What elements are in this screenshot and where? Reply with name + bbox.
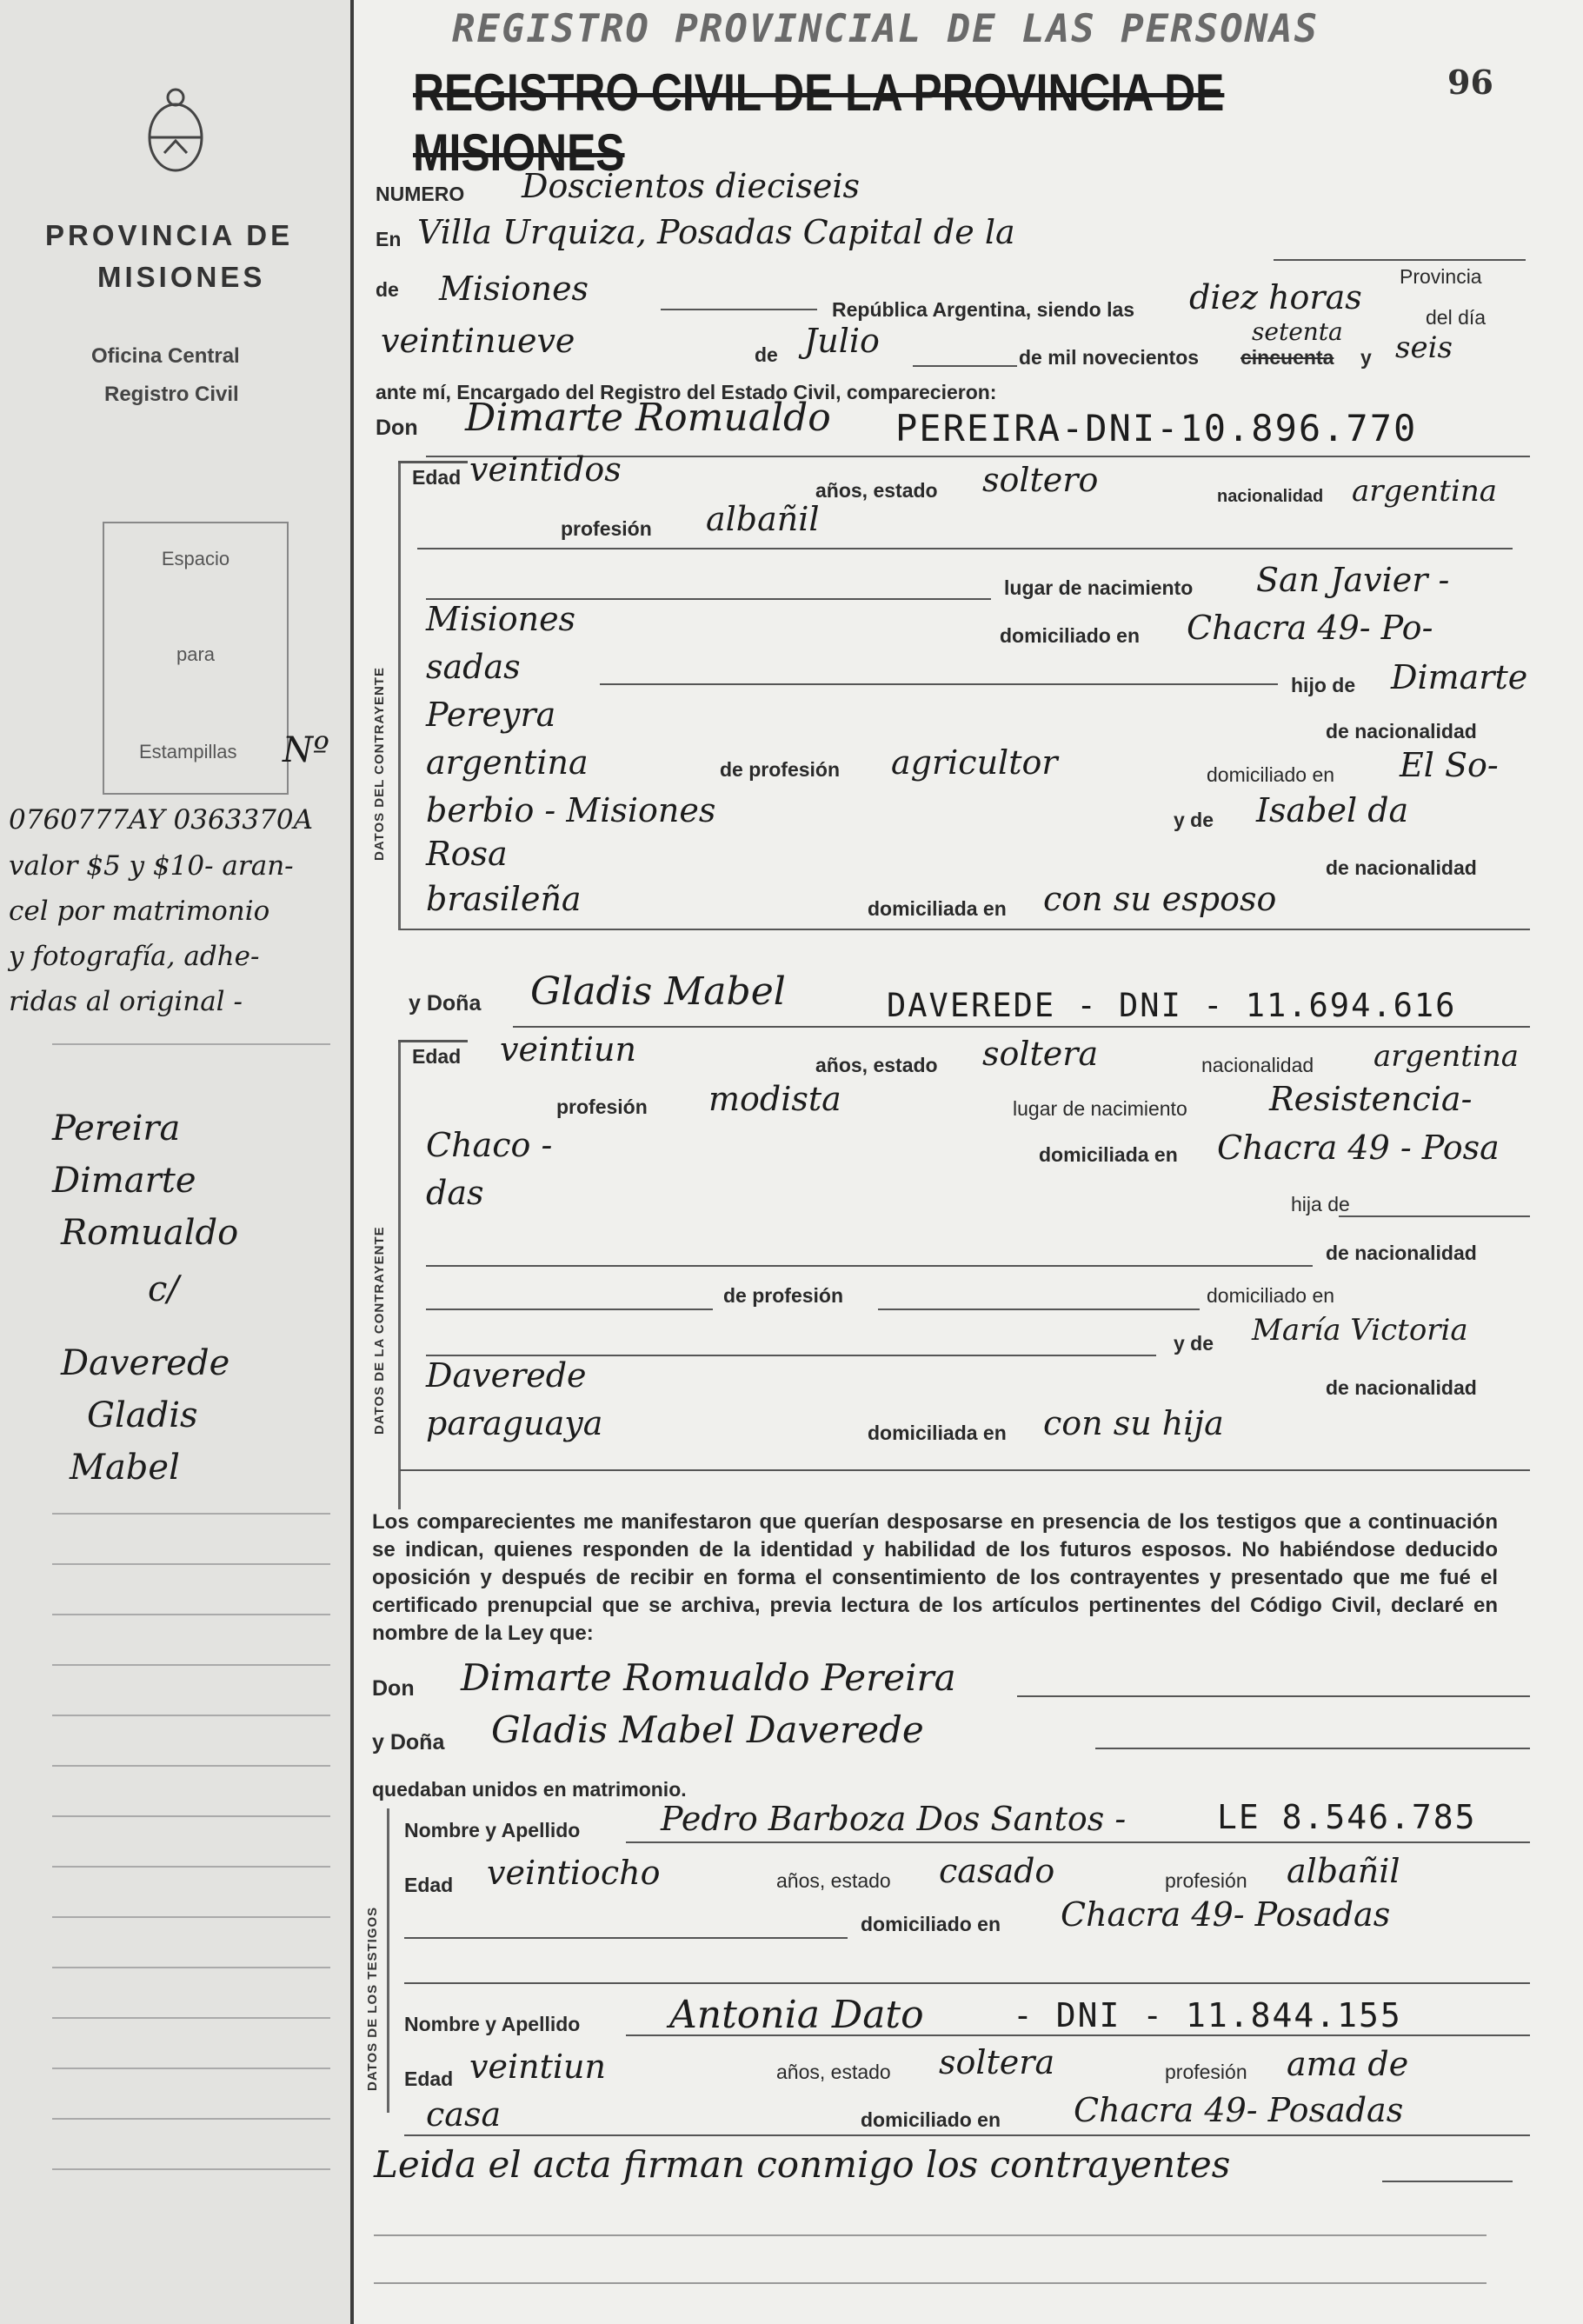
label-anos-estado-t2: años, estado bbox=[776, 2061, 891, 2083]
label-de-nacionalidad-f2: de nacionalidad bbox=[1326, 1376, 1477, 1399]
page-number: 96 bbox=[1447, 63, 1493, 102]
groom-section-label: DATOS DEL CONTRAYENTE bbox=[372, 667, 387, 861]
label-nombre-apellido: Nombre y Apellido bbox=[404, 1819, 581, 1841]
field-line bbox=[1382, 2181, 1513, 2182]
value-nacionalidad: argentina bbox=[1352, 474, 1498, 509]
label-edad-f: Edad bbox=[412, 1045, 462, 1068]
label-profesion: profesión bbox=[561, 517, 652, 540]
value-lugar-f2: Chaco - bbox=[426, 1126, 553, 1164]
label-y-dona-decl: y Doña bbox=[372, 1730, 445, 1755]
value-padre-nac: argentina bbox=[426, 743, 589, 782]
names-line: c/ bbox=[148, 1269, 179, 1309]
label-quedaban: quedaban unidos en matrimonio. bbox=[372, 1778, 687, 1801]
label-y-de: y de bbox=[1174, 809, 1214, 831]
label-anos-estado: años, estado bbox=[815, 479, 938, 502]
field-line bbox=[404, 1982, 1530, 1984]
label-anos-estado-f: años, estado bbox=[815, 1054, 938, 1076]
label-edad-t1: Edad bbox=[404, 1874, 454, 1896]
names-line: Pereira bbox=[52, 1109, 181, 1149]
bride-block-top bbox=[398, 1040, 468, 1042]
value-t2-dom: Chacra 49- Posadas bbox=[1074, 2091, 1404, 2129]
stamp-box-line2: para bbox=[176, 643, 216, 665]
value-madre2: Rosa bbox=[426, 835, 508, 873]
field-line bbox=[404, 1937, 848, 1939]
label-domiciliado-en-padre: domiciliado en bbox=[1207, 763, 1335, 786]
label-lugar-nacimiento: lugar de nacimiento bbox=[1004, 576, 1194, 599]
field-line bbox=[417, 548, 1513, 549]
stamp-box-line1: Espacio bbox=[161, 548, 230, 569]
label-de-profesion-f: de profesión bbox=[723, 1284, 844, 1307]
value-padre-prof: agricultor bbox=[891, 743, 1058, 782]
label-en: En bbox=[376, 228, 402, 250]
note-line: cel por matrimonio bbox=[9, 896, 270, 927]
label-domiciliada-en-f2: domiciliada en bbox=[868, 1422, 1007, 1444]
groom-block-top bbox=[398, 461, 468, 463]
names-line: Dimarte bbox=[52, 1161, 196, 1201]
value-decl-don: Dimarte Romualdo Pereira bbox=[461, 1656, 956, 1699]
field-line bbox=[426, 1308, 713, 1310]
value-t1-dom: Chacra 49- Posadas bbox=[1061, 1895, 1391, 1934]
label-domiciliado-en-t1: domiciliado en bbox=[861, 1913, 1001, 1935]
field-line bbox=[1339, 1215, 1530, 1217]
value-madre-dom: con su esposo bbox=[1043, 880, 1277, 918]
office-line1: Oficina Central bbox=[91, 344, 240, 368]
value-dom-f2: das bbox=[426, 1174, 484, 1212]
value-domicilio: Chacra 49- Po- bbox=[1187, 609, 1433, 647]
value-t2-edad: veintiun bbox=[469, 2048, 606, 2086]
label-don-decl: Don bbox=[372, 1676, 415, 1701]
note-line: valor $5 y $10- aran- bbox=[9, 850, 294, 882]
label-ante-mi: ante mí, Encargado del Registro del Estado Civil, comparecieron: bbox=[376, 381, 997, 403]
value-padre-dom: El So- bbox=[1400, 746, 1499, 784]
label-domiciliado-en-f: domiciliado en bbox=[1207, 1284, 1335, 1307]
label-numero: NUMERO bbox=[376, 183, 465, 205]
value-don-caps: PEREIRA-DNI-10.896.770 bbox=[895, 407, 1418, 449]
value-hijo-de: Dimarte bbox=[1391, 658, 1528, 696]
left-margin bbox=[0, 0, 354, 2324]
names-line: Daverede bbox=[61, 1343, 230, 1383]
value-domicilio2: sadas bbox=[426, 648, 521, 686]
field-line bbox=[426, 1265, 1313, 1267]
header-stamp: REGISTRO PROVINCIAL DE LAS PERSONAS bbox=[452, 7, 1320, 51]
value-madre-f: María Victoria bbox=[1252, 1313, 1468, 1348]
header-title: REGISTRO CIVIL DE LA PROVINCIA DE MISIONES bbox=[413, 63, 1225, 182]
field-line bbox=[1095, 1748, 1530, 1749]
label-domiciliado-en-t2: domiciliado en bbox=[861, 2108, 1001, 2131]
value-nac-f: argentina bbox=[1373, 1039, 1520, 1074]
note-line-number: Nº bbox=[283, 730, 329, 770]
value-profesion: albañil bbox=[706, 500, 820, 538]
bride-section-label: DATOS DE LA CONTRAYENTE bbox=[372, 1226, 387, 1435]
names-line: Romualdo bbox=[61, 1213, 239, 1253]
closing-statement: Leida el acta firman conmigo los contrayentes bbox=[374, 2143, 1231, 2186]
field-line bbox=[878, 1308, 1200, 1310]
label-nacionalidad-f: nacionalidad bbox=[1201, 1054, 1314, 1076]
coat-of-arms-icon bbox=[143, 85, 209, 176]
value-padre-dom2: berbio - Misiones bbox=[426, 791, 716, 829]
field-line bbox=[404, 2134, 1530, 2136]
value-lugar-f: Resistencia- bbox=[1269, 1080, 1473, 1118]
label-don: Don bbox=[376, 416, 418, 440]
bride-block-border bbox=[398, 1040, 401, 1509]
label-domiciliado-en: domiciliado en bbox=[1000, 624, 1141, 647]
value-anio: seis bbox=[1395, 330, 1453, 365]
label-domiciliada-en-f: domiciliada en bbox=[1039, 1143, 1178, 1166]
stamp-box-line3: Estampillas bbox=[139, 741, 237, 762]
declaration-paragraph: Los comparecientes me manifestaron que querían desposarse en presencia de los testigos que a continuación se indican, quienes responden de la identidad y habilidad de los futuros esposos. No habiéndose deducido oposición y después de recibir en forma el consentimiento de los contrayentes y presentado que me fué el certificado prenupcial que se archiva, previa lectura de los artículos pertinentes del Código Civil, declaré en nombre de la Ley que: bbox=[372, 1510, 1498, 1645]
value-t1-estado: casado bbox=[939, 1852, 1055, 1890]
label-nombre-apellido-t2: Nombre y Apellido bbox=[404, 2013, 581, 2035]
value-dona-caps: DAVEREDE - DNI - 11.694.616 bbox=[887, 987, 1457, 1024]
value-t1-doc: LE 8.546.785 bbox=[1217, 1798, 1477, 1836]
field-line bbox=[600, 683, 1278, 685]
field-line bbox=[626, 1841, 1530, 1843]
label-de: de bbox=[376, 278, 399, 301]
value-dia: veintinueve bbox=[381, 322, 575, 360]
label-domiciliada-en: domiciliada en bbox=[868, 897, 1007, 920]
field-line bbox=[1274, 259, 1526, 261]
value-prof-f: modista bbox=[708, 1080, 841, 1118]
label-cincuenta: cincuenta bbox=[1240, 346, 1334, 369]
value-madre-nac: brasileña bbox=[426, 880, 582, 918]
label-republica: República Argentina, siendo las bbox=[832, 298, 1135, 321]
witness-block-border bbox=[387, 1808, 389, 2113]
value-t2-prof: ama de bbox=[1287, 2045, 1409, 2083]
names-line: Mabel bbox=[70, 1448, 180, 1488]
label-hijo-de: hijo de bbox=[1291, 674, 1356, 696]
province-line2: MISIONES bbox=[97, 261, 266, 293]
province-line1: PROVINCIA DE bbox=[45, 219, 294, 251]
label-profesion-t2: profesión bbox=[1165, 2061, 1247, 2083]
value-t2-prof2: casa bbox=[426, 2095, 502, 2134]
label-hija-de: hija de bbox=[1291, 1193, 1350, 1215]
label-y: y bbox=[1360, 346, 1372, 369]
margin-ruled-lines bbox=[52, 1513, 330, 2170]
value-madre-f-dom: con su hija bbox=[1043, 1404, 1224, 1442]
value-en: Villa Urquiza, Posadas Capital de la bbox=[417, 213, 1015, 251]
value-dona: Gladis Mabel bbox=[530, 969, 786, 1014]
label-de-profesion: de profesión bbox=[720, 758, 841, 781]
label-edad: Edad bbox=[412, 466, 462, 489]
value-edad-f: veintiun bbox=[500, 1030, 636, 1069]
label-anos-estado-t1: años, estado bbox=[776, 1869, 891, 1892]
value-t2-estado: soltera bbox=[939, 2043, 1055, 2081]
label-de-mil: de mil novecientos bbox=[1019, 346, 1200, 369]
value-t1-nombre: Pedro Barboza Dos Santos - bbox=[661, 1800, 1127, 1838]
label-profesion-f: profesión bbox=[556, 1095, 648, 1118]
label-profesion-t1: profesión bbox=[1165, 1869, 1247, 1892]
value-lugar2: Misiones bbox=[426, 600, 576, 638]
field-line bbox=[400, 1469, 1530, 1471]
value-estado: soltero bbox=[982, 461, 1099, 499]
label-de-nacionalidad-f: de nacionalidad bbox=[1326, 1242, 1477, 1264]
value-numero: Doscientos dieciseis bbox=[522, 167, 861, 205]
names-line: Gladis bbox=[87, 1395, 198, 1435]
value-t1-prof: albañil bbox=[1287, 1852, 1400, 1890]
value-estado-f: soltera bbox=[982, 1035, 1099, 1073]
value-t1-edad: veintiocho bbox=[487, 1854, 661, 1892]
value-edad: veintidos bbox=[469, 450, 622, 489]
office-line2: Registro Civil bbox=[104, 383, 239, 406]
label-edad-t2: Edad bbox=[404, 2068, 454, 2090]
margin-ruled-lines bbox=[52, 1043, 330, 1045]
note-line: y fotografía, adhe- bbox=[9, 941, 260, 972]
label-lugar-nacimiento-f: lugar de nacimiento bbox=[1013, 1097, 1187, 1120]
value-mes: Julio bbox=[804, 322, 880, 360]
value-madre: Isabel da bbox=[1256, 791, 1409, 829]
label-del-dia: del día bbox=[1426, 306, 1487, 329]
label-nacionalidad: nacionalidad bbox=[1217, 487, 1324, 506]
value-provincia: Misiones bbox=[439, 270, 589, 308]
field-line bbox=[626, 2034, 1530, 2036]
field-line bbox=[513, 1026, 1530, 1028]
field-line bbox=[913, 365, 1017, 367]
groom-block-border bbox=[398, 461, 401, 930]
value-decl-dona: Gladis Mabel Daverede bbox=[491, 1708, 924, 1751]
label-y-de-f: y de bbox=[1174, 1332, 1214, 1355]
value-t2-nombre: Antonia Dato bbox=[669, 1993, 924, 2037]
label-de-nacionalidad: de nacionalidad bbox=[1326, 720, 1477, 742]
note-line: 0760777AY 0363370A bbox=[9, 804, 313, 836]
value-dom-f: Chacra 49 - Posa bbox=[1217, 1129, 1500, 1167]
value-t2-doc: - DNI - 11.844.155 bbox=[1013, 1996, 1402, 2034]
ruled-line bbox=[374, 2282, 1487, 2284]
label-provincia: Provincia bbox=[1400, 265, 1482, 288]
label-y-dona: y Doña bbox=[409, 991, 482, 1016]
field-line bbox=[661, 309, 817, 310]
value-lugar: San Javier - bbox=[1256, 561, 1450, 599]
value-madre-f2: Daverede bbox=[426, 1356, 587, 1395]
field-line bbox=[1017, 1695, 1530, 1697]
value-anio-correction: setenta bbox=[1252, 317, 1343, 346]
value-don: Dimarte Romualdo bbox=[465, 396, 831, 440]
label-de-month: de bbox=[755, 343, 778, 366]
note-line: ridas al original - bbox=[9, 986, 243, 1017]
label-de-nacionalidad-madre: de nacionalidad bbox=[1326, 856, 1477, 879]
value-madre-f-nac: paraguaya bbox=[426, 1404, 603, 1442]
witness-section-label: DATOS DE LOS TESTIGOS bbox=[365, 1906, 380, 2091]
ruled-line bbox=[374, 2234, 1487, 2236]
value-hora: diez horas bbox=[1189, 278, 1362, 316]
field-line bbox=[400, 929, 1530, 930]
stamp-box bbox=[103, 522, 289, 795]
value-padre2: Pereyra bbox=[426, 696, 556, 734]
